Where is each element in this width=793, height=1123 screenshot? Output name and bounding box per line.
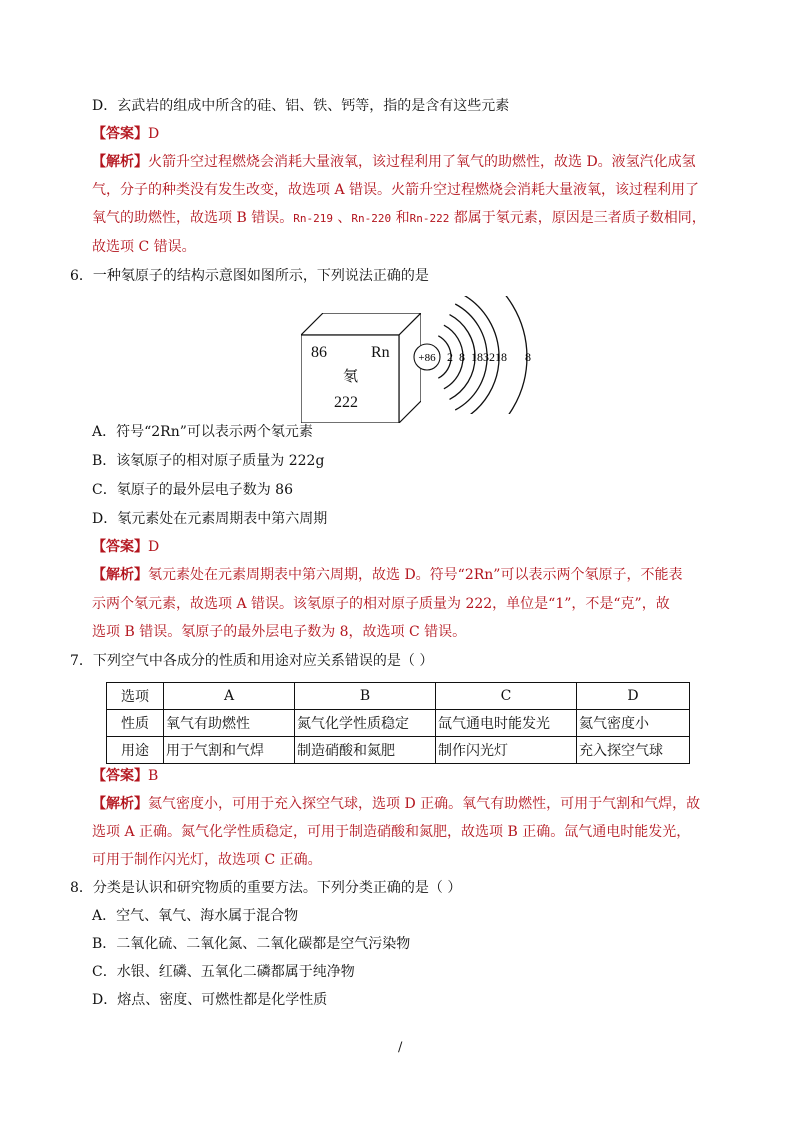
analysis-label: 【解析】 xyxy=(92,567,148,583)
table-cell: 性质 xyxy=(107,710,164,737)
q5-answer xyxy=(92,124,159,144)
answer-value: D xyxy=(148,539,160,555)
analysis-text: 氦气密度小，可用于充入探空气球，选项 D 正确。氧气有助燃性，可用于气割和气焊，故 xyxy=(148,796,701,812)
q6-option-b: B．该氡原子的相对原子质量为 222g xyxy=(92,453,325,469)
q5-analysis-line-3 xyxy=(92,208,706,229)
table-cell: 选项 xyxy=(107,683,164,710)
q5-option-d: D．玄武岩的组成中所含的硅、铝、铁、钙等，指的是含有这些元素 xyxy=(92,98,510,114)
table-cell: D xyxy=(577,683,690,710)
table-cell: 氧气有助燃性 xyxy=(164,710,295,737)
atomic-mass: 222 xyxy=(334,394,358,411)
table-cell: 氦气密度小 xyxy=(577,710,690,737)
q7-analysis-line-2: 选项 A 正确。氮气化学性质稳定，可用于制造硝酸和氮肥，故选项 B 正确。氙气通电时能发光， xyxy=(92,824,691,840)
table-header-row xyxy=(107,683,690,710)
q8-option-d: D．熔点、密度、可燃性都是化学性质 xyxy=(92,992,328,1008)
q8-option-a: A．空气、氧气、海水属于混合物 xyxy=(92,908,299,924)
isotope-rn219: Rn-219 xyxy=(293,212,333,225)
isotope-rn220: Rn-220 xyxy=(351,212,392,225)
table-cell: B xyxy=(295,683,436,710)
electron-count-label: 18 xyxy=(471,350,483,364)
table-row xyxy=(107,737,690,764)
table-cell: 制造硝酸和氮肥 xyxy=(295,737,436,764)
element-name: 氡 xyxy=(343,367,359,385)
analysis-text: 火箭升空过程燃烧会消耗大量液氧，该过程利用了氧气的助燃性，故选 D。液氢汽化成氢 xyxy=(148,154,696,170)
table-cell: A xyxy=(164,683,295,710)
element-cube-figure xyxy=(301,313,421,423)
table-cell: C xyxy=(436,683,577,710)
electron-count-label: 18 xyxy=(495,350,507,364)
separator: 、 xyxy=(332,210,352,226)
q7-stem: 7．下列空气中各成分的性质和用途对应关系错误的是（ ） xyxy=(70,653,434,669)
table-cell: 用于气割和气焊 xyxy=(164,737,295,764)
q5-analysis-line-1 xyxy=(92,152,696,172)
table-cell: 制作闪光灯 xyxy=(436,737,577,764)
q8-option-b: B．二氧化硫、二氧化氮、二氧化碳都是空气污染物 xyxy=(92,936,411,952)
electron-count-label: 8 xyxy=(525,350,531,364)
answer-label: 【答案】 xyxy=(92,539,148,555)
q8-option-c: C．水银、红磷、五氧化二磷都属于纯净物 xyxy=(92,964,355,980)
analysis-label: 【解析】 xyxy=(92,154,148,170)
table-cell: 氮气化学性质稳定 xyxy=(295,710,436,737)
q8-stem: 8．分类是认识和研究物质的重要方法。下列分类正确的是（ ） xyxy=(70,880,462,896)
q7-analysis-line-3: 可用于制作闪光灯，故选项 C 正确。 xyxy=(92,852,322,868)
q6-analysis-line-3: 选项 B 错误。氡原子的最外层电子数为 8，故选项 C 错误。 xyxy=(92,624,467,640)
analysis-text: 氡元素处在元素周期表中第六周期，故选 D。符号“2Rn”可以表示两个氡原子，不能表 xyxy=(148,567,683,583)
q5-analysis-line-2: 气，分子的种类没有发生改变，故选项 A 错误。火箭升空过程燃烧会消耗大量液氧，该过程利用了 xyxy=(92,182,700,198)
q6-option-a: A．符号“2Rn”可以表示两个氡元素 xyxy=(92,424,313,440)
answer-value: D xyxy=(148,126,160,142)
table-row xyxy=(107,710,690,737)
answer-value: B xyxy=(148,768,159,784)
q6-analysis-line-1 xyxy=(92,565,682,585)
table-cell: 用途 xyxy=(107,737,164,764)
q5-analysis-line-4: 故选项 C 错误。 xyxy=(92,239,196,255)
electron-count-label: 8 xyxy=(459,350,465,364)
q7-answer xyxy=(92,766,158,786)
answer-label: 【答案】 xyxy=(92,126,148,142)
q6-stem: 6．一种氡原子的结构示意图如图所示，下列说法正确的是 xyxy=(70,268,429,284)
analysis-label: 【解析】 xyxy=(92,796,148,812)
electron-count-label: 2 xyxy=(447,350,453,364)
q6-option-d: D．氡元素处在元素周期表中第六周期 xyxy=(92,511,328,527)
q7-analysis-line-1 xyxy=(92,794,700,814)
table-cell: 氙气通电时能发光 xyxy=(436,710,577,737)
q6-option-c: C．氡原子的最外层电子数为 86 xyxy=(92,482,293,498)
answer-label: 【答案】 xyxy=(92,768,148,784)
page-mark: / xyxy=(398,1040,403,1055)
analysis-text: 氧气的助燃性，故选项 B 错误。 xyxy=(92,210,294,226)
table-cell: 充入探空气球 xyxy=(577,737,690,764)
analysis-text: 都属于氡元素，原因是三者质子数相同， xyxy=(449,210,706,226)
separator: 和 xyxy=(391,210,410,226)
properties-table xyxy=(106,682,690,764)
atomic-number: 86 xyxy=(311,344,327,361)
q6-analysis-line-2: 示两个氡元素，故选项 A 错误。该氡原子的相对原子质量为 222，单位是“1”，不是“克”，故 xyxy=(92,596,670,612)
q6-answer xyxy=(92,537,159,557)
element-symbol: Rn xyxy=(371,344,390,361)
nucleus-charge: +86 xyxy=(418,352,436,364)
isotope-rn222: Rn-222 xyxy=(409,212,450,225)
atom-structure-diagram xyxy=(408,296,538,414)
electron-count-label: 32 xyxy=(483,350,495,364)
